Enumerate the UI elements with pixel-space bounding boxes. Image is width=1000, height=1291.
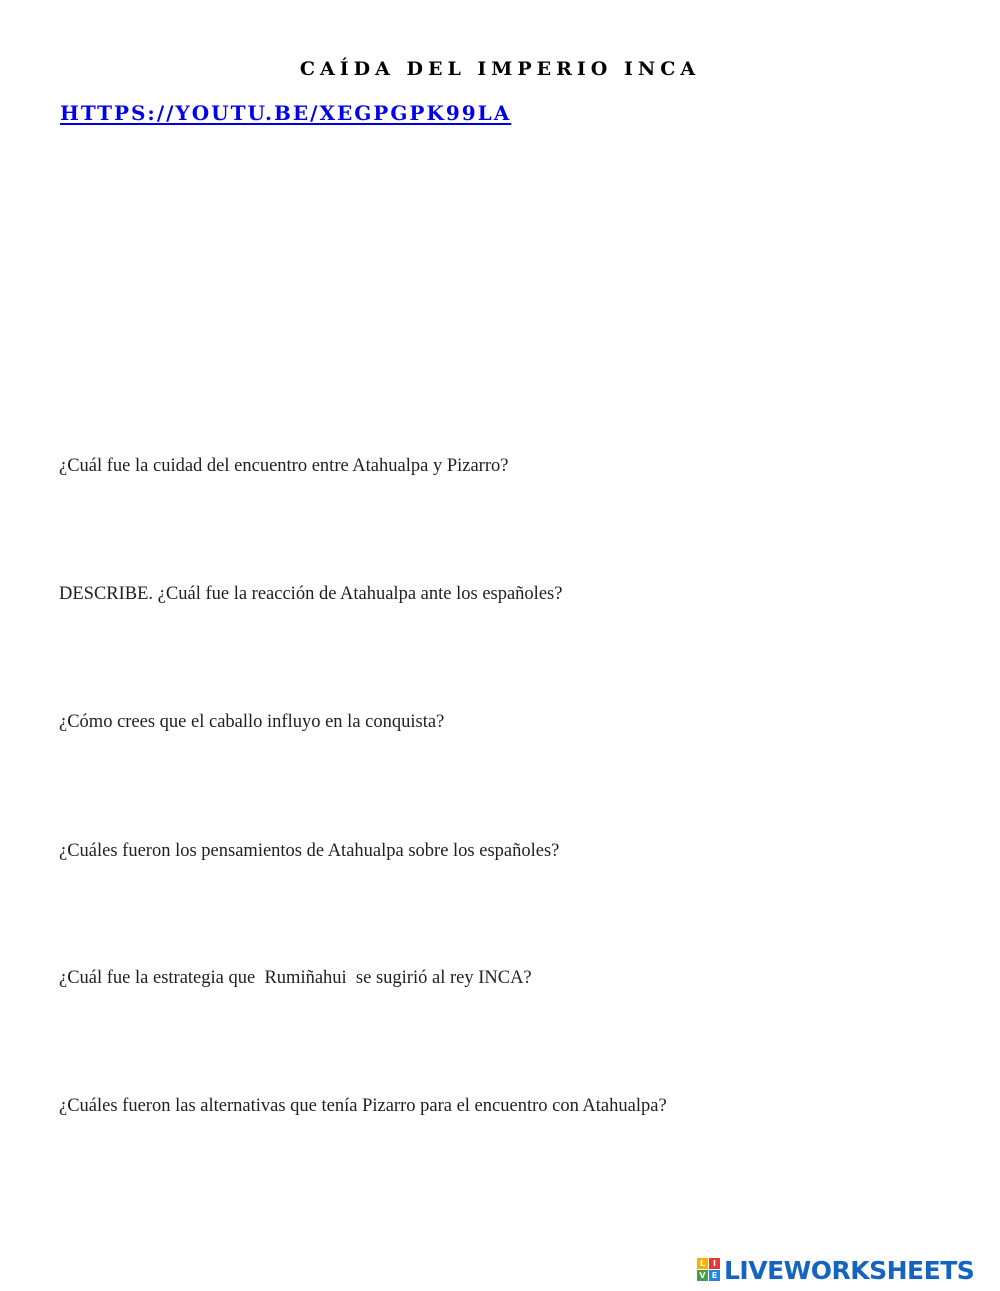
logo-letter-v: V [697,1270,708,1281]
question-6: ¿Cuáles fueron las alternativas que tenía Pizarro para el encuentro con Atahualpa? [59,1096,667,1116]
video-link[interactable]: HTTPS://YOUTU.BE/XEGPGPK99LA [60,101,512,125]
question-2: DESCRIBE. ¿Cuál fue la reacción de Atahualpa ante los españoles? [59,584,563,604]
question-1: ¿Cuál fue la cuidad del encuentro entre Atahualpa y Pizarro? [59,456,509,476]
page-title: CAÍDA DEL IMPERIO INCA [299,58,701,80]
liveworksheets-logo-icon [697,1258,721,1282]
question-5: ¿Cuál fue la estrategia que Rumiñahui se sugirió al rey INCA? [59,968,532,988]
brand-name: LIVEWORKSHEETS [724,1255,975,1285]
logo-letter-e: E [709,1270,720,1281]
liveworksheets-brand [697,1255,974,1285]
question-3: ¿Cómo crees que el caballo influyo en la conquista? [59,712,445,732]
logo-letter-i: I [709,1258,720,1269]
question-4: ¿Cuáles fueron los pensamientos de Atahualpa sobre los españoles? [59,841,560,861]
logo-letter-l: L [697,1258,708,1269]
